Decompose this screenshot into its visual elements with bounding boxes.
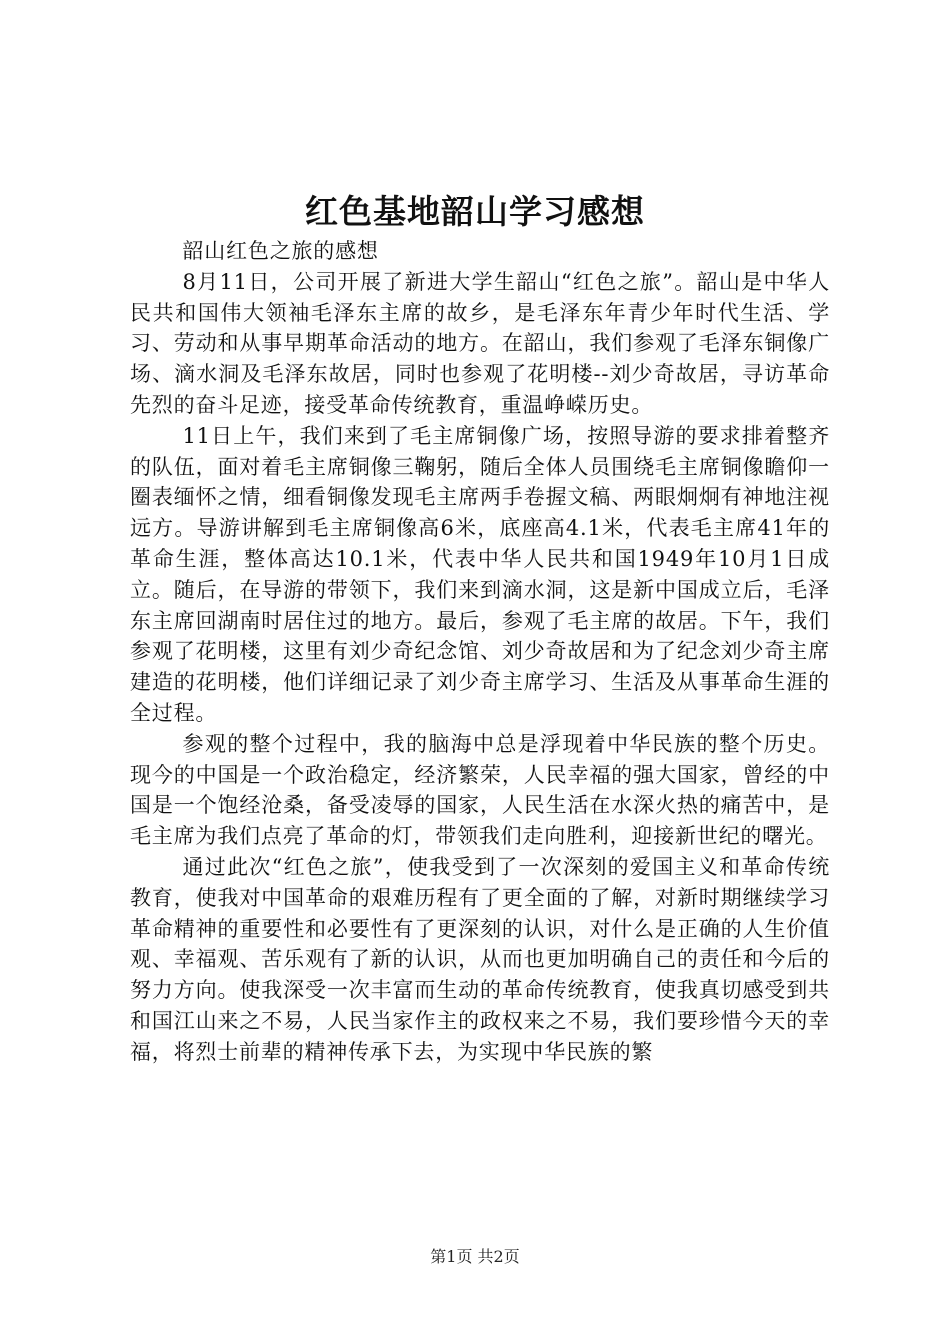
body-paragraph: 通过此次“红色之旅”，使我受到了一次深刻的爱国主义和革命传统教育，使我对中国革命的艰难历程有了更全面的了解，对新时期继续学习革命精神的重要性和必要性有了更深刻的认识，对什么是正确的人生价值观、幸福观、苦乐观有了新的认识，从而也更加明确自己的责任和今后的努力方向。使我深受一次丰富而生动的革命传统教育，使我真切感受到共和国江山来之不易，人民当家作主的政权来之不易，我们要珍惜今天的幸福，将烈士前辈的精神传承下去，为实现中华民族的繁: [130, 854, 830, 1064]
page-title: 红色基地韶山学习感想: [305, 192, 645, 231]
document-body: [130, 236, 830, 1068]
subtitle-paragraph: 韶山红色之旅的感想: [182, 239, 379, 263]
page-number-footer: 第1页 共2页: [430, 1247, 520, 1266]
body-paragraph: 11日上午，我们来到了毛主席铜像广场，按照导游的要求排着整齐的队伍，面对着毛主席铜像三鞠躬，随后全体人员围绕毛主席铜像瞻仰一圈表缅怀之情，细看铜像发现毛主席两手卷握文稿、两眼炯炯有神地注视远方。导游讲解到毛主席铜像高6米，底座高4.1米，代表毛主席41年的革命生涯，整体高达10.1米，代表中华人民共和国1949年10月1日成立。随后，在导游的带领下，我们来到滴水洞，这是新中国成立后，毛泽东主席回湖南时居住过的地方。最后，参观了毛主席的故居。下午，我们参观了花明楼，这里有刘少奇纪念馆、刘少奇故居和为了纪念刘少奇主席建造的花明楼，他们详细记录了刘少奇主席学习、生活及从事革命生涯的全过程。: [130, 423, 830, 725]
body-paragraph: 参观的整个过程中，我的脑海中总是浮现着中华民族的整个历史。现今的中国是一个政治稳定，经济繁荣，人民幸福的强大国家，曾经的中国是一个饱经沧桑，备受凌辱的国家，人民生活在水深火热的痛苦中，是毛主席为我们点亮了革命的灯，带领我们走向胜利，迎接新世纪的曙光。: [130, 731, 830, 849]
body-paragraph: 8月11日，公司开展了新进大学生韶山“红色之旅”。韶山是中华人民共和国伟大领袖毛泽东主席的故乡，是毛泽东年青少年时代生活、学习、劳动和从事早期革命活动的地方。在韶山，我们参观了毛泽东铜像广场、滴水洞及毛泽东故居，同时也参观了花明楼--刘少奇故居，寻访革命先烈的奋斗足迹，接受革命传统教育，重温峥嵘历史。: [130, 269, 830, 417]
